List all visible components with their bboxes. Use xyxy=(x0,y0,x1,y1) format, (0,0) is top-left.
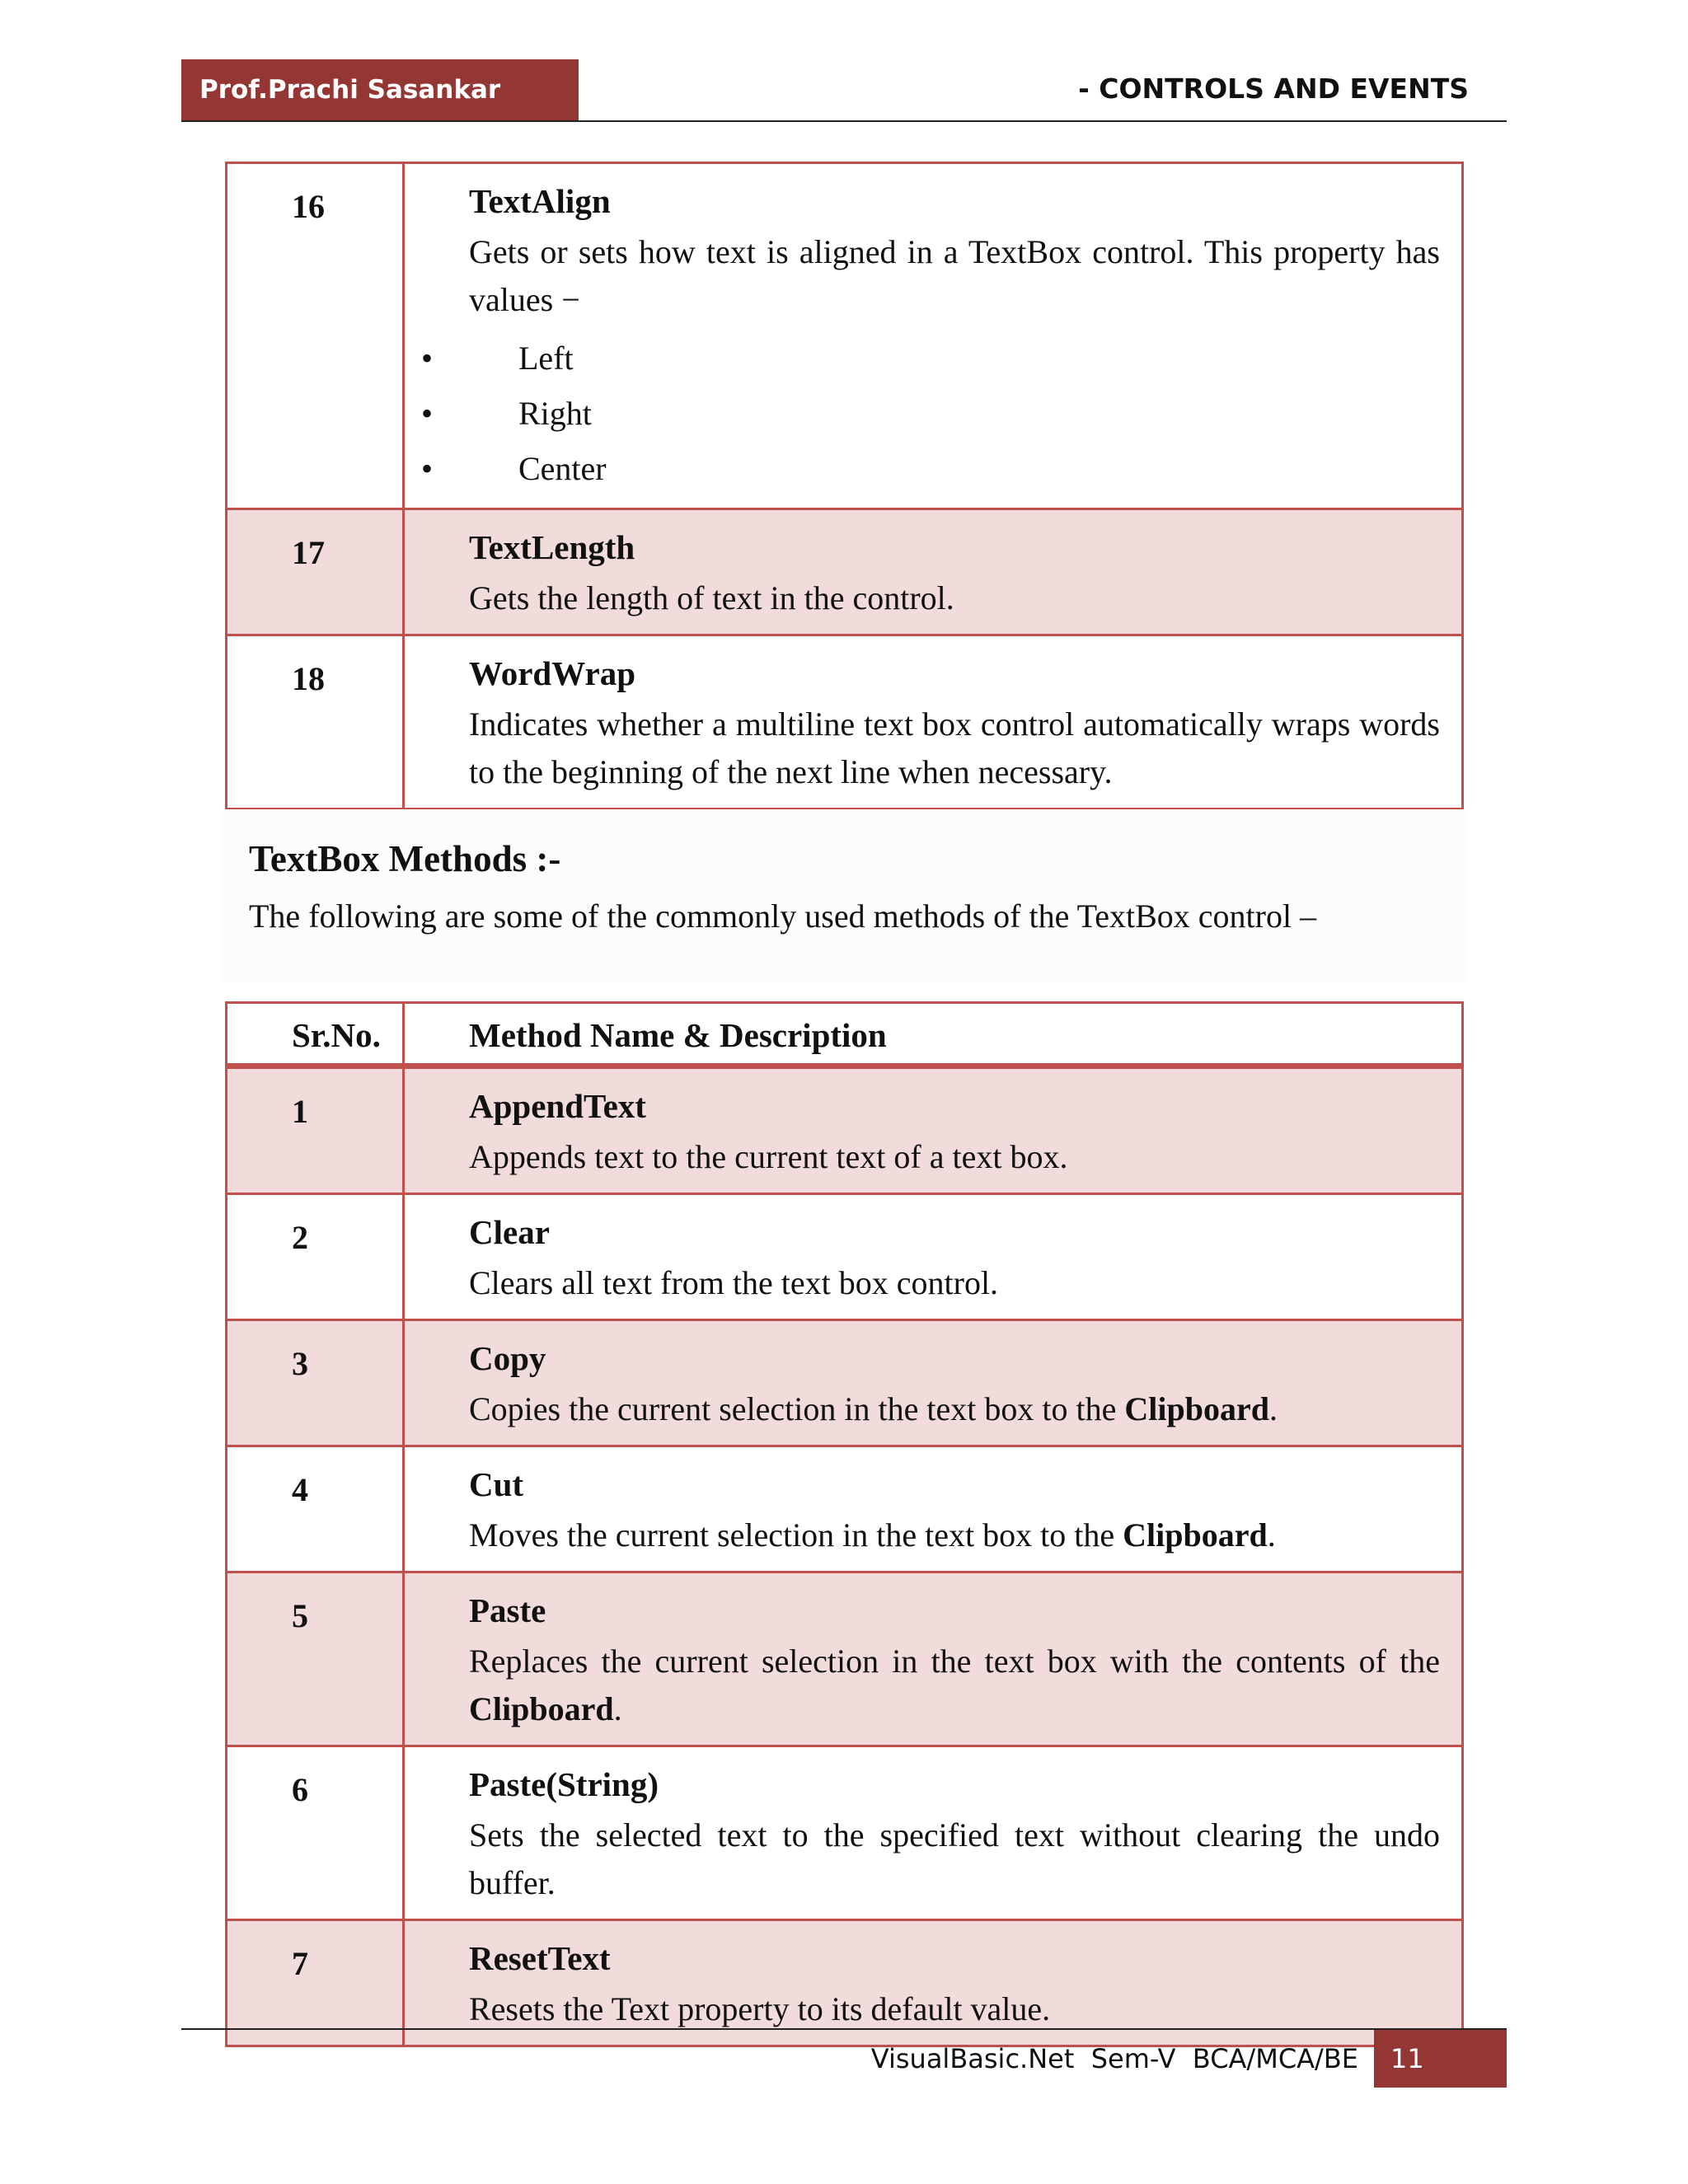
row-number: 6 xyxy=(227,1746,404,1920)
table-row xyxy=(227,1446,1463,1572)
row-number: 4 xyxy=(227,1446,404,1572)
table-row xyxy=(227,1920,1463,2046)
row-number: 7 xyxy=(227,1920,404,2046)
property-name: TextLength xyxy=(469,528,635,566)
table-row xyxy=(227,1066,1463,1194)
row-content xyxy=(404,509,1463,635)
row-content xyxy=(404,1446,1463,1572)
table-row xyxy=(227,163,1463,509)
method-description: Appends text to the current text of a text box. xyxy=(469,1138,1068,1175)
row-number: 3 xyxy=(227,1320,404,1446)
method-name: Clear xyxy=(469,1213,550,1251)
method-name: Paste(String) xyxy=(469,1765,659,1803)
method-description: Moves the current selection in the text box to the Clipboard. xyxy=(469,1516,1276,1554)
section-intro: The following are some of the commonly used methods of the TextBox control – xyxy=(249,898,1317,935)
table-header-row xyxy=(227,1003,1463,1066)
property-name: TextAlign xyxy=(469,182,611,220)
row-content xyxy=(404,635,1463,809)
row-content xyxy=(404,1194,1463,1320)
author-banner: Prof.Prachi Sasankar xyxy=(181,59,579,120)
row-number: 17 xyxy=(227,509,404,635)
method-name: Copy xyxy=(469,1339,546,1377)
section-background xyxy=(223,809,1467,982)
method-name: Paste xyxy=(469,1591,546,1629)
footer-rule xyxy=(181,2028,1507,2030)
header-rule xyxy=(181,120,1507,122)
row-content xyxy=(404,1066,1463,1194)
list-item: • Left xyxy=(405,330,1440,386)
row-content xyxy=(404,1746,1463,1920)
method-name: ResetText xyxy=(469,1939,611,1977)
method-description: Clears all text from the text box control. xyxy=(469,1264,999,1301)
methods-table xyxy=(225,1001,1464,2047)
property-description: Indicates whether a multiline text box control automatically wraps words to the beginning of the next line when necessary. xyxy=(469,705,1440,790)
list-item: • Right xyxy=(405,386,1440,441)
property-description: Gets the length of text in the control. xyxy=(469,579,954,616)
table-row xyxy=(227,635,1463,809)
property-name: WordWrap xyxy=(469,654,635,692)
row-number: 5 xyxy=(227,1572,404,1746)
property-description: Gets or sets how text is aligned in a TextBox control. This property has values − xyxy=(469,233,1440,318)
method-name: AppendText xyxy=(469,1087,646,1125)
row-number: 18 xyxy=(227,635,404,809)
row-content xyxy=(404,163,1463,509)
table-row xyxy=(227,1572,1463,1746)
clipboard-term: Clipboard xyxy=(1123,1516,1268,1554)
row-content xyxy=(404,1320,1463,1446)
footer-course: VisualBasic.Net Sem-V BCA/MCA/BE xyxy=(870,2043,1358,2074)
section-heading: TextBox Methods :- xyxy=(249,838,561,879)
list-item: • Center xyxy=(405,441,1440,496)
table-row xyxy=(227,509,1463,635)
value-list xyxy=(405,330,1440,496)
row-content xyxy=(404,1920,1463,2046)
row-number: 1 xyxy=(227,1066,404,1194)
table-row xyxy=(227,1194,1463,1320)
method-description: Sets the selected text to the specified text without clearing the undo buffer. xyxy=(469,1816,1440,1901)
row-number: 2 xyxy=(227,1194,404,1320)
table-row xyxy=(227,1320,1463,1446)
column-header: Method Name & Description xyxy=(404,1003,1463,1066)
method-name: Cut xyxy=(469,1465,524,1503)
properties-table xyxy=(225,162,1464,810)
clipboard-term: Clipboard xyxy=(1124,1390,1269,1427)
row-number: 16 xyxy=(227,163,404,509)
method-description: Replaces the current selection in the text box with the contents of the Clipboard. xyxy=(469,1643,1440,1727)
chapter-title: - CONTROLS AND EVENTS xyxy=(1078,73,1469,105)
page-number: 11 xyxy=(1374,2030,1507,2088)
table-row xyxy=(227,1746,1463,1920)
method-description: Copies the current selection in the text box to the Clipboard. xyxy=(469,1390,1278,1427)
clipboard-term: Clipboard xyxy=(469,1690,614,1727)
column-header: Sr.No. xyxy=(227,1003,404,1066)
method-description: Resets the Text property to its default value. xyxy=(469,1990,1051,2027)
row-content xyxy=(404,1572,1463,1746)
